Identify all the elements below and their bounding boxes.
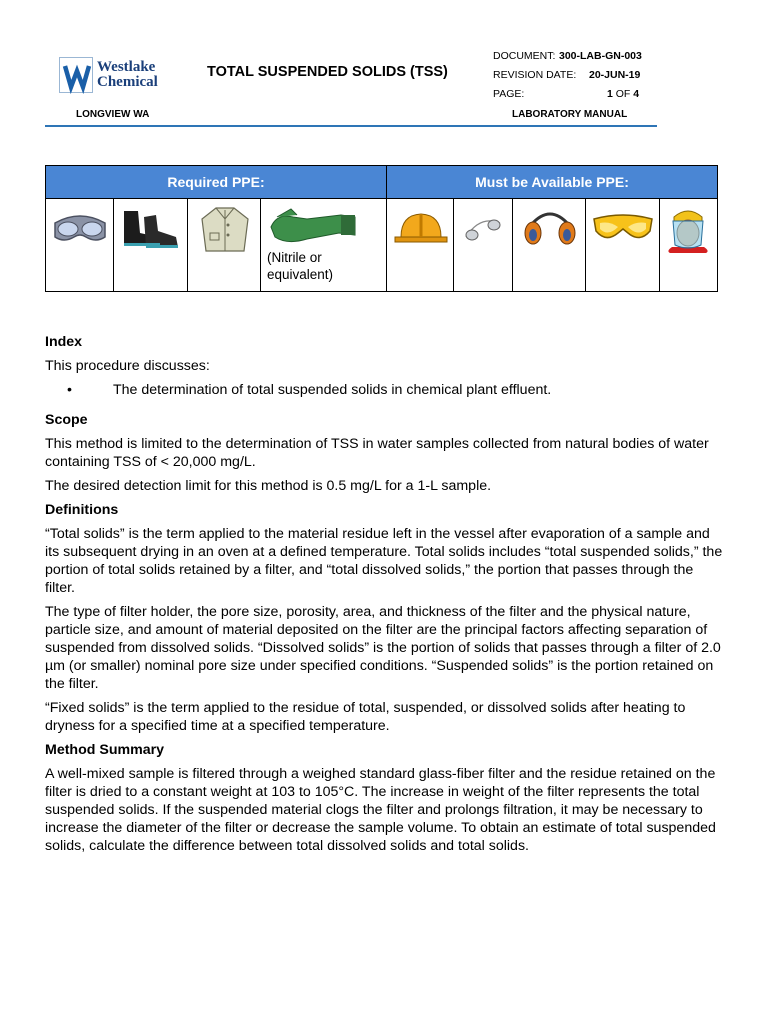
ppe-cell-face-shield xyxy=(660,198,717,292)
ppe-cell-hard-hat xyxy=(387,198,454,292)
ppe-cell-safety-glasses xyxy=(586,198,660,292)
gloves-icon xyxy=(267,205,357,249)
revision-label: REVISION DATE: xyxy=(493,69,577,81)
document-label: DOCUMENT: xyxy=(493,50,556,62)
index-heading: Index xyxy=(45,334,83,350)
required-ppe-header: Required PPE: xyxy=(46,166,387,198)
method-summary-paragraph: A well-mixed sample is filtered through a weighed standard glass-fiber filter and the residue retained on the filter is dried to a constant weight at 103 to 105°C. The increase in weight of the filter represents the total suspended solids. If the suspended material clogs the filter and prolongs filtration, it may be necessary to increase the diameter of the filter or decrease the sample volume. To obtain an estimate of total suspended solids, calculate the difference between total dissolved solids and total solids. xyxy=(45,766,716,854)
index-bullet-item xyxy=(45,381,725,399)
glove-note: (Nitrile or equivalent) xyxy=(267,250,334,282)
lab-coat-icon xyxy=(198,205,252,255)
header-divider xyxy=(45,125,657,127)
scope-heading: Scope xyxy=(45,412,88,428)
definitions-paragraph-1: “Total solids” is the term applied to the material residue left in the vessel after evaporation of a sample and its subsequent drying in an oven at a defined temperature. Total solids includes “total suspended solids,” the portion of total solids retained by a filter, and “total dissolved solids,” the portion that passes through the filter. xyxy=(45,526,723,596)
page-label: PAGE: xyxy=(493,88,525,100)
ppe-cell-ear-plugs xyxy=(454,198,513,292)
scope-paragraph-2: The desired detection limit for this method is 0.5 mg/L for a 1-L sample. xyxy=(45,478,492,494)
hard-hat-icon xyxy=(393,209,449,247)
boots-icon xyxy=(120,207,184,249)
page-total: 4 xyxy=(633,88,640,100)
ppe-table xyxy=(45,165,718,292)
method-summary-heading: Method Summary xyxy=(45,742,165,758)
document-title: TOTAL SUSPENDED SOLIDS (TSS) xyxy=(207,64,448,80)
location-label: LONGVIEW WA xyxy=(76,109,150,120)
available-ppe-header: Must be Available PPE: xyxy=(387,166,717,198)
ppe-cell-lab-coat xyxy=(188,198,261,292)
definitions-paragraph-2: The type of filter holder, the pore size, porosity, area, and thickness of the filter and the physical nature, particle size, and amount of material deposited on the filter are the principal factors affecting separation of suspended from dissolved solids. “Dissolved solids” is the portion of solids that passes through a filter of 2.0 µm (or smaller) nominal pore size under specified conditions. “Suspended solids” is the portion retained on the filter. xyxy=(45,604,721,692)
page-current: 1 xyxy=(607,88,613,100)
ear-plugs-icon xyxy=(460,211,506,245)
face-shield-icon xyxy=(664,205,712,253)
index-intro: This procedure discusses: xyxy=(45,358,210,374)
bullet-marker: • xyxy=(67,382,72,398)
index-bullet-text: The determination of total suspended solids in chemical plant effluent. xyxy=(113,382,552,398)
safety-glasses-icon xyxy=(592,209,654,245)
ear-muffs-icon xyxy=(521,207,579,249)
ppe-cell-gloves xyxy=(261,198,387,292)
ppe-cell-goggles xyxy=(46,198,114,292)
page-row xyxy=(493,88,640,100)
revision-date-row xyxy=(493,69,641,81)
ppe-cell-ear-muffs xyxy=(513,198,586,292)
revision-value: 20-JUN-19 xyxy=(589,69,641,81)
ppe-cell-boots xyxy=(114,198,188,292)
definitions-heading: Definitions xyxy=(45,502,119,518)
goggles-icon xyxy=(52,207,108,247)
page-of: OF xyxy=(615,88,631,100)
westlake-w-icon xyxy=(59,57,93,93)
document-body xyxy=(45,333,725,861)
scope-paragraph-1: This method is limited to the determination of TSS in water samples collected from natural bodies of water containing TSS of < 20,000 mg/L. xyxy=(45,436,709,470)
document-number-row xyxy=(493,50,642,62)
logo-line-2: Chemical xyxy=(97,74,158,90)
definitions-paragraph-3: “Fixed solids” is the term applied to the residue of total, suspended, or dissolved solids after heating to dryness for a specified time at a specified temperature. xyxy=(45,700,686,734)
manual-label: LABORATORY MANUAL xyxy=(512,109,628,120)
logo-line-1: Westlake xyxy=(97,59,156,75)
company-logo xyxy=(59,57,158,93)
document-value: 300-LAB-GN-003 xyxy=(559,50,642,62)
